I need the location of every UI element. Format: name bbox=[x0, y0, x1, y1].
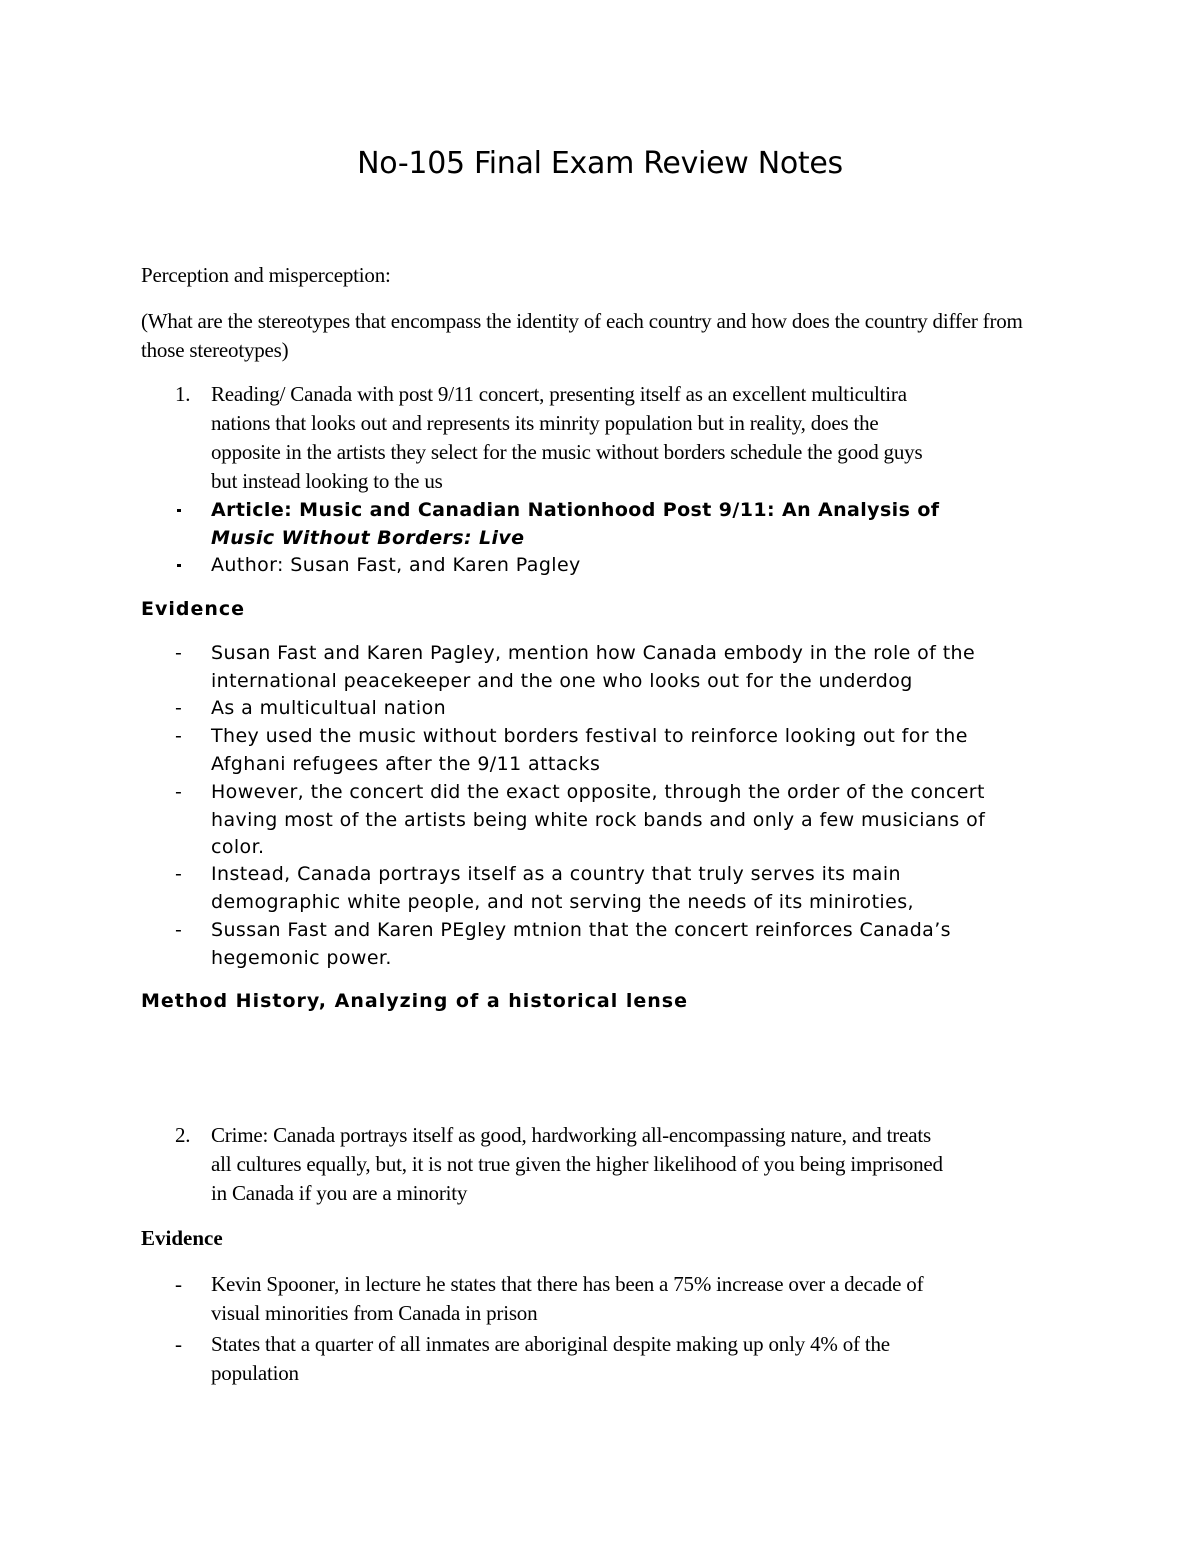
list-number: 1. bbox=[175, 382, 191, 406]
list-line: hegemonic power. bbox=[211, 946, 392, 969]
list-line: However, the concert did the exact opposite, through the order of the concert bbox=[211, 781, 985, 803]
evidence-item bbox=[141, 861, 1061, 916]
bullet-marker bbox=[177, 509, 181, 512]
list-line: demographic white people, and not serving the needs of its miniroties, bbox=[211, 890, 914, 913]
list-line: Kevin Spooner, in lecture he states that there has been a 75% increase over a decade of bbox=[211, 1272, 924, 1296]
list-line: Susan Fast and Karen Pagley, mention how Canada embody in the role of the bbox=[211, 642, 976, 664]
list-line: population bbox=[211, 1361, 299, 1385]
list-line: Afghani refugees after the 9/11 attacks bbox=[211, 752, 601, 775]
list-line: Crime: Canada portrays itself as good, hardworking all-encompassing nature, and treats bbox=[211, 1123, 931, 1147]
intro-question: (What are the stereotypes that encompass the identity of each country and how does the country differ from those stereotypes) bbox=[141, 309, 1023, 362]
list-line: As a multicultual nation bbox=[211, 697, 447, 719]
author-item bbox=[141, 552, 1061, 580]
list-line: visual minorities from Canada in prison bbox=[211, 1301, 538, 1325]
article-italic-title: Music Without Borders: Live bbox=[211, 526, 525, 549]
evidence-heading: Evidence bbox=[141, 598, 246, 620]
dash-marker: - bbox=[175, 863, 183, 885]
list-line: all cultures equally, but, it is not true given the higher likelihood of you being imprisoned bbox=[211, 1152, 943, 1176]
evidence-item bbox=[141, 917, 1061, 972]
dash-marker: - bbox=[175, 725, 183, 747]
list-line: States that a quarter of all inmates are aboriginal despite making up only 4% of the bbox=[211, 1332, 890, 1356]
evidence-item bbox=[141, 1330, 1061, 1388]
evidence-item bbox=[141, 1270, 1061, 1328]
list-line: They used the music without borders festival to reinforce looking out for the bbox=[211, 725, 968, 747]
article-title: Article: Music and Canadian Nationhood Post 9/11: An Analysis of bbox=[211, 499, 940, 521]
evidence-heading-2: Evidence bbox=[141, 1226, 223, 1250]
section-label: Perception and misperception: bbox=[141, 263, 391, 287]
evidence-item bbox=[141, 779, 1061, 862]
evidence-item bbox=[141, 640, 1061, 695]
list-line: but instead looking to the us bbox=[211, 469, 443, 493]
numbered-item-1 bbox=[141, 380, 1061, 496]
list-line: opposite in the artists they select for the music without borders schedule the good guys bbox=[211, 440, 923, 464]
evidence-item bbox=[141, 695, 1061, 723]
evidence-item bbox=[141, 723, 1061, 778]
author-text: Author: Susan Fast, and Karen Pagley bbox=[211, 554, 581, 576]
list-line: nations that looks out and represents its minrity population but in reality, does the bbox=[211, 411, 879, 435]
dash-marker: - bbox=[175, 642, 183, 664]
list-line: in Canada if you are a minority bbox=[211, 1181, 468, 1205]
list-line: Sussan Fast and Karen PEgley mtnion that the concert reinforces Canada’s bbox=[211, 919, 951, 941]
list-line: color. bbox=[211, 836, 265, 858]
list-line: international peacekeeper and the one who looks out for the underdog bbox=[211, 669, 913, 692]
method-heading: Method History, Analyzing of a historical lense bbox=[141, 990, 688, 1012]
dash-marker: - bbox=[175, 1332, 182, 1356]
numbered-item-2 bbox=[141, 1121, 1061, 1208]
dash-marker: - bbox=[175, 919, 183, 941]
bullet-marker bbox=[177, 564, 181, 567]
list-line: Instead, Canada portrays itself as a country that truly serves its main bbox=[211, 863, 901, 885]
dash-marker: - bbox=[175, 697, 183, 719]
dash-marker: - bbox=[175, 1272, 182, 1296]
list-line: having most of the artists being white rock bands and only a few musicians of bbox=[211, 808, 986, 831]
dash-marker: - bbox=[175, 781, 183, 803]
document-title: No-105 Final Exam Review Notes bbox=[357, 146, 843, 181]
article-item bbox=[141, 497, 1061, 552]
list-number: 2. bbox=[175, 1123, 191, 1147]
list-line: Reading/ Canada with post 9/11 concert, presenting itself as an excellent multicultira bbox=[211, 382, 907, 406]
